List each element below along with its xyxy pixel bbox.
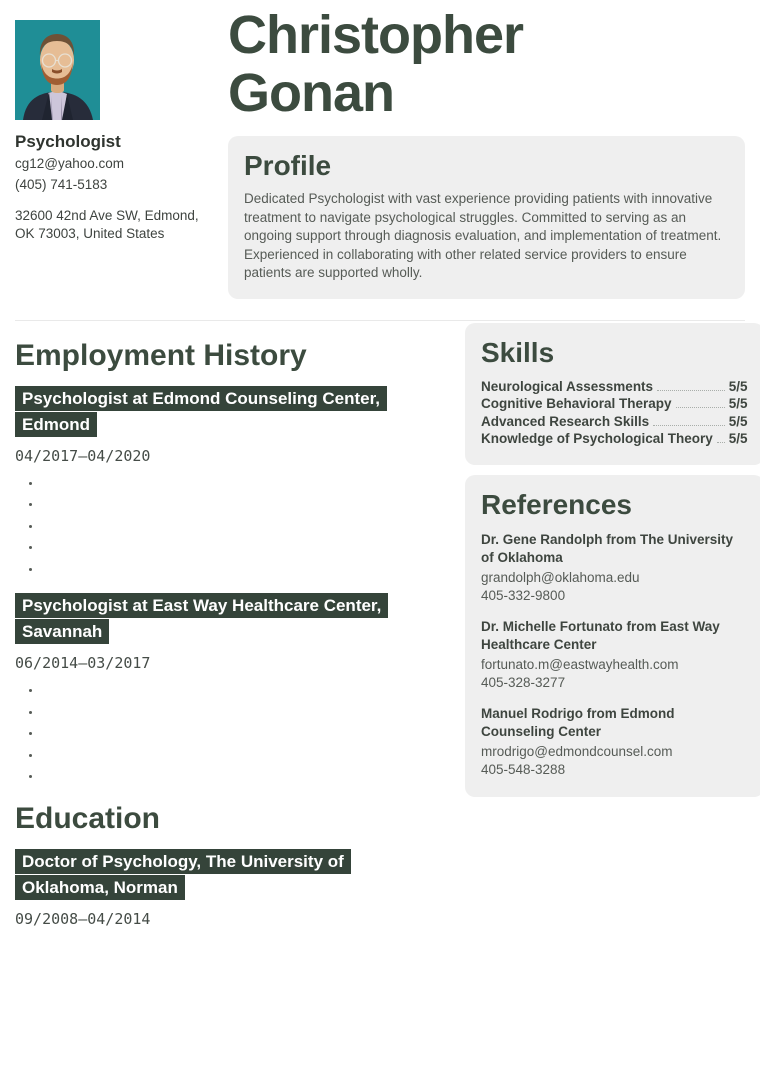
portrait-photo-icon — [15, 20, 100, 120]
job-bullet — [42, 538, 455, 557]
references-list — [481, 531, 748, 779]
job-dates: 04/2017—04/2020 — [15, 446, 151, 465]
address-text: 32600 42nd Ave SW, Edmond, OK 73003, United States — [15, 208, 199, 241]
main-column — [15, 323, 455, 943]
reference-email: fortunato.m@eastwayhealth.com — [481, 656, 679, 672]
job-bullet — [42, 767, 455, 786]
job-dates: 06/2014—03/2017 — [15, 654, 151, 672]
skill-row — [481, 431, 748, 446]
job-entry — [15, 386, 455, 579]
header-main — [228, 0, 745, 299]
job-title-highlight: Psychologist at East Way Healthcare Center, Savannah — [15, 593, 388, 644]
education-title-highlight: Doctor of Psychology, The University of Oklahoma, Norman — [15, 849, 351, 900]
phone-text: (405) 741-5183 — [15, 177, 108, 192]
reference-email: mrodrigo@edmondcounsel.com — [481, 743, 673, 759]
side-column — [465, 323, 760, 943]
reference-entry — [481, 531, 748, 605]
skill-dotted-leader — [717, 442, 725, 443]
employment-list — [15, 386, 455, 786]
job-bullet — [42, 560, 455, 579]
reference-email: grandolph@oklahoma.edu — [481, 569, 640, 585]
skills-list — [481, 379, 748, 447]
job-title-highlight: Psychologist at Edmond Counseling Center, Edmond — [15, 386, 387, 437]
profile-heading: Profile — [244, 150, 332, 181]
skill-row — [481, 414, 748, 429]
job-bullet — [42, 474, 455, 493]
job-bullet — [42, 495, 455, 514]
profile-section — [228, 136, 745, 299]
reference-name: Manuel Rodrigo from Edmond Counseling Center — [481, 705, 675, 739]
email-text: cg12@yahoo.com — [15, 156, 125, 171]
reference-name: Dr. Gene Randolph from The University of Oklahoma — [481, 531, 734, 565]
employment-heading: Employment History — [15, 338, 307, 372]
profile-photo — [15, 20, 100, 120]
skill-name: Advanced Research Skills — [481, 413, 650, 429]
contact-sidebar — [15, 0, 228, 299]
job-bullet-list — [15, 681, 455, 786]
education-title-wrap — [15, 849, 435, 901]
skill-name: Cognitive Behavioral Therapy — [481, 396, 672, 411]
reference-name: Dr. Michelle Fortunato from East Way Healthcare Center — [481, 618, 720, 652]
job-title-wrap — [15, 593, 435, 645]
profile-text: Dedicated Psychologist with vast experience providing patients with innovative treatment to navigate psychological struggles. Committed to serving as an ongoing support through diagnosis evaluation, and implementation of treatment. Experienced in collaborating with other related service providers to ensure patients are supported wholly. — [244, 191, 722, 280]
skill-dotted-leader — [676, 407, 725, 408]
person-name: Christopher Gonan — [228, 5, 524, 123]
skill-name: Neurological Assessments — [481, 378, 654, 394]
reference-entry — [481, 705, 748, 779]
section-divider — [15, 320, 745, 321]
education-entry — [15, 849, 455, 928]
skill-level: 5/5 — [728, 413, 748, 429]
skill-name: Knowledge of Psychological Theory — [481, 431, 713, 446]
header — [15, 0, 745, 299]
reference-phone: 405-548-3288 — [481, 761, 566, 777]
reference-phone: 405-332-9800 — [481, 587, 566, 603]
job-title-label: Psychologist — [15, 132, 121, 151]
body-columns — [15, 323, 748, 943]
reference-phone: 405-328-3277 — [481, 674, 566, 690]
skills-section — [465, 323, 760, 465]
job-bullet — [42, 724, 455, 743]
references-section — [465, 475, 760, 797]
skill-level: 5/5 — [728, 396, 748, 411]
job-entry — [15, 593, 455, 786]
job-bullet — [42, 681, 455, 700]
job-bullet — [42, 746, 455, 765]
education-dates: 09/2008—04/2014 — [15, 909, 151, 928]
education-list — [15, 849, 455, 928]
job-bullet — [42, 703, 455, 722]
skills-heading: Skills — [481, 336, 555, 368]
job-bullet — [42, 517, 455, 536]
skill-dotted-leader — [653, 425, 725, 426]
skill-dotted-leader — [657, 390, 725, 391]
skill-row — [481, 379, 748, 394]
education-heading: Education — [15, 801, 161, 835]
skill-row — [481, 396, 748, 411]
skill-level: 5/5 — [728, 378, 748, 394]
job-bullet-list — [15, 474, 455, 579]
reference-entry — [481, 618, 748, 692]
references-heading: References — [481, 488, 632, 520]
job-title-wrap — [15, 386, 435, 438]
skill-level: 5/5 — [728, 431, 748, 446]
